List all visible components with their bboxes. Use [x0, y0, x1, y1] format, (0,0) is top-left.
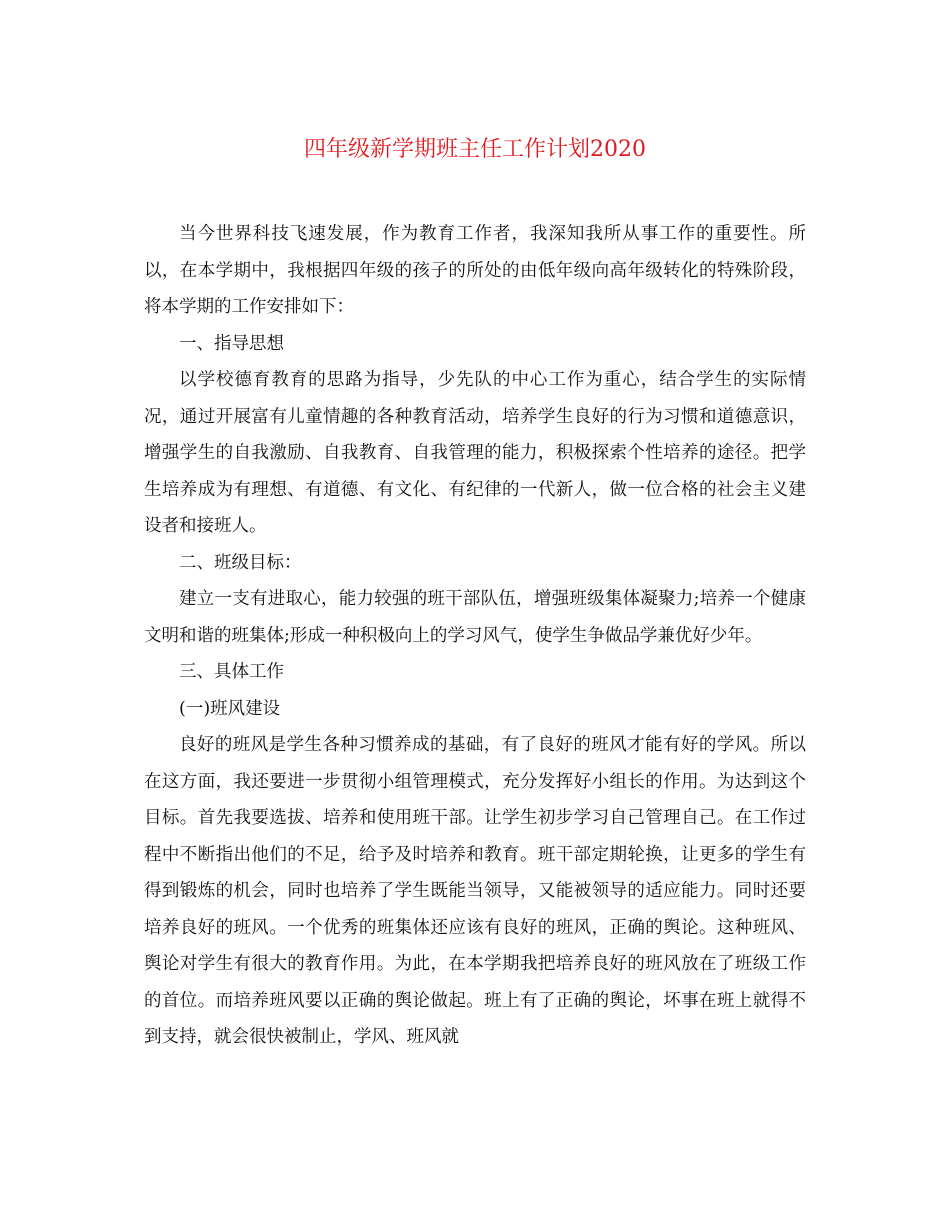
paragraph-guiding-thought: 以学校德育教育的思路为指导，少先队的中心工作为重心，结合学生的实际情况，通过开展富有儿童情趣的各种教育活动，培养学生良好的行为习惯和道德意识，增强学生的自我激励、自我教育、自我管理的能力，积极探索个性培养的途径。把学生培养成为有理想、有道德、有文化、有纪律的一代新人，做一位合格的社会主义建设者和接班人。	[144, 370, 806, 536]
paragraph-class-style: 良好的班风是学生各种习惯养成的基础，有了良好的班风才能有好的学风。所以在这方面，我还要进一步贯彻小组管理模式，充分发挥好小组长的作用。为达到这个目标。首先我要选拔、培养和使用班干部。让学生初步学习自己管理自己。在工作过程中不断指出他们的不足，给予及时培养和教育。班干部定期轮换，让更多的学生有得到锻炼的机会，同时也培养了学生既能当领导，又能被领导的适应能力。同时还要培养良好的班风。一个优秀的班集体还应该有良好的班风，正确的舆论。这种班风、舆论对学生有很大的教育作用。为此，在本学期我把培养良好的班风放在了班级工作的首位。而培养班风要以正确的舆论做起。班上有了正确的舆论，坏事在班上就得不到支持，就会很快被制止，学风、班风就	[144, 735, 806, 1047]
subheading-class-style: (一)班风建设	[179, 698, 281, 719]
heading-specific-work: 三、具体工作	[179, 662, 284, 682]
paragraph-intro: 当今世界科技飞速发展，作为教育工作者，我深知我所从事工作的重要性。所以，在本学期中，我根据四年级的孩子的所处的由低年级向高年级转化的特殊阶段，将本学期的工作安排如下：	[144, 224, 806, 317]
paragraph-class-goals: 建立一支有进取心，能力较强的班干部队伍，增强班级集体凝聚力;培养一个健康文明和谐的班集体;形成一种积极向上的学习风气，使学生争做品学兼优好少年。	[144, 589, 806, 646]
document-title: 四年级新学期班主任工作计划2020	[304, 137, 646, 162]
document-body	[144, 216, 806, 1056]
heading-guiding-thought: 一、指导思想	[179, 333, 284, 354]
heading-class-goals: 二、班级目标：	[179, 552, 302, 573]
